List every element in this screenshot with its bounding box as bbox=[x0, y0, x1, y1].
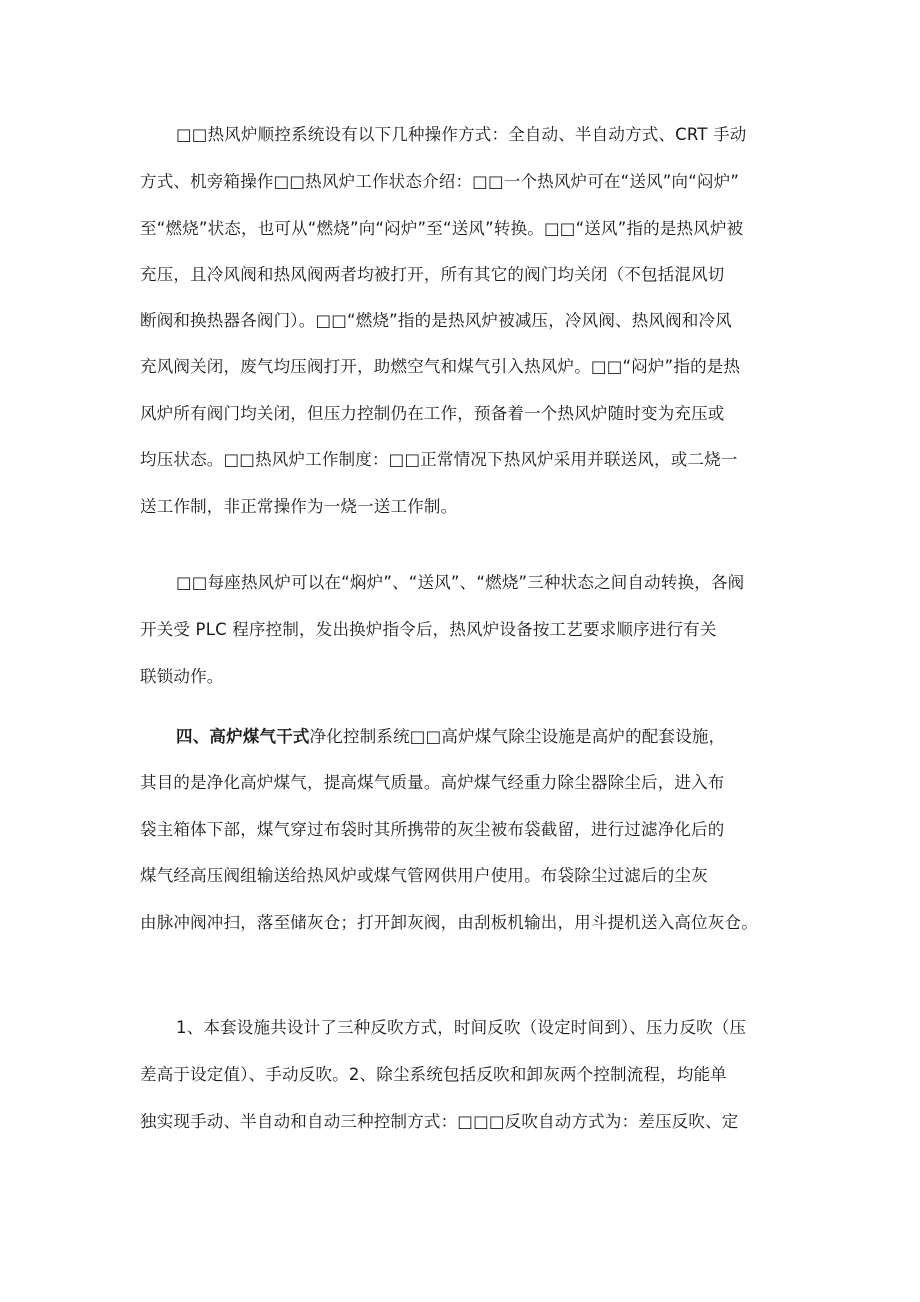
text-line: □□每座热风炉可以在“焖炉”、“送风”、“燃烧”三种状态之间自动转换，各阀 bbox=[176, 573, 745, 592]
text-line: 开关受 PLC 程序控制，发出换炉指令后，热风炉设备按工艺要求顺序进行有关 bbox=[140, 620, 717, 639]
text-line: 独实现手动、半自动和自动三种控制方式：□□□反吹自动方式为：差压反吹、定 bbox=[140, 1112, 739, 1131]
text-line: □□热风炉顺控系统设有以下几种操作方式：全自动、半自动方式、CRT 手动 bbox=[176, 125, 747, 144]
text-line: 至“燃烧”状态，也可从“燃烧”向“闷炉”至“送风”转换。□□“送风”指的是热风炉被 bbox=[140, 219, 744, 238]
text-line: 联锁动作。 bbox=[140, 667, 224, 686]
heading-continuation: 净化控制系统□□高炉煤气除尘设施是高炉的配套设施， bbox=[309, 727, 726, 746]
text-line: 送工作制，非正常操作为一烧一送工作制。 bbox=[140, 497, 458, 516]
text-line: 1、本套设施共设计了三种反吹方式，时间反吹（设定时间到）、压力反吹（压 bbox=[176, 1018, 747, 1037]
text-line: 风炉所有阀门均关闭，但压力控制仍在工作，预备着一个热风炉随时变为充压或 bbox=[140, 404, 725, 423]
text-line: 袋主箱体下部，煤气穿过布袋时其所携带的灰尘被布袋截留，进行过滤净化后的 bbox=[140, 820, 725, 839]
text-line: 充风阀关闭，废气均压阀打开，助燃空气和煤气引入热风炉。□□“闷炉”指的是热 bbox=[140, 357, 741, 376]
text-line: 断阀和换热器各阀门）。□□“燃烧”指的是热风炉被减压，冷风阀、热风阀和冷风 bbox=[140, 311, 732, 330]
text-line: 差高于设定值）、手动反吹。2、除尘系统包括反吹和卸灰两个控制流程，均能单 bbox=[140, 1065, 727, 1084]
text-line bbox=[176, 724, 800, 750]
text-line: 充压，且冷风阀和热风阀两者均被打开，所有其它的阀门均关闭（不包括混风切 bbox=[140, 265, 725, 284]
text-line: 由脉冲阀冲扫，落至储灰仓；打开卸灰阀，由刮板机输出，用斗提机送入高位灰仓。 bbox=[140, 913, 758, 932]
text-line: 其目的是净化高炉煤气，提高煤气质量。高炉煤气经重力除尘器除尘后，进入布 bbox=[140, 773, 725, 792]
section-heading: 四、高炉煤气干式 bbox=[176, 727, 310, 746]
text-line: 均压状态。□□热风炉工作制度：□□正常情况下热风炉采用并联送风，或二烧一 bbox=[140, 450, 738, 469]
text-line: 煤气经高压阀组输送给热风炉或煤气管网供用户使用。布袋除尘过滤后的尘灰 bbox=[140, 866, 708, 885]
text-line: 方式、机旁箱操作□□热风炉工作状态介绍：□□一个热风炉可在“送风”向“闷炉” bbox=[140, 172, 740, 191]
